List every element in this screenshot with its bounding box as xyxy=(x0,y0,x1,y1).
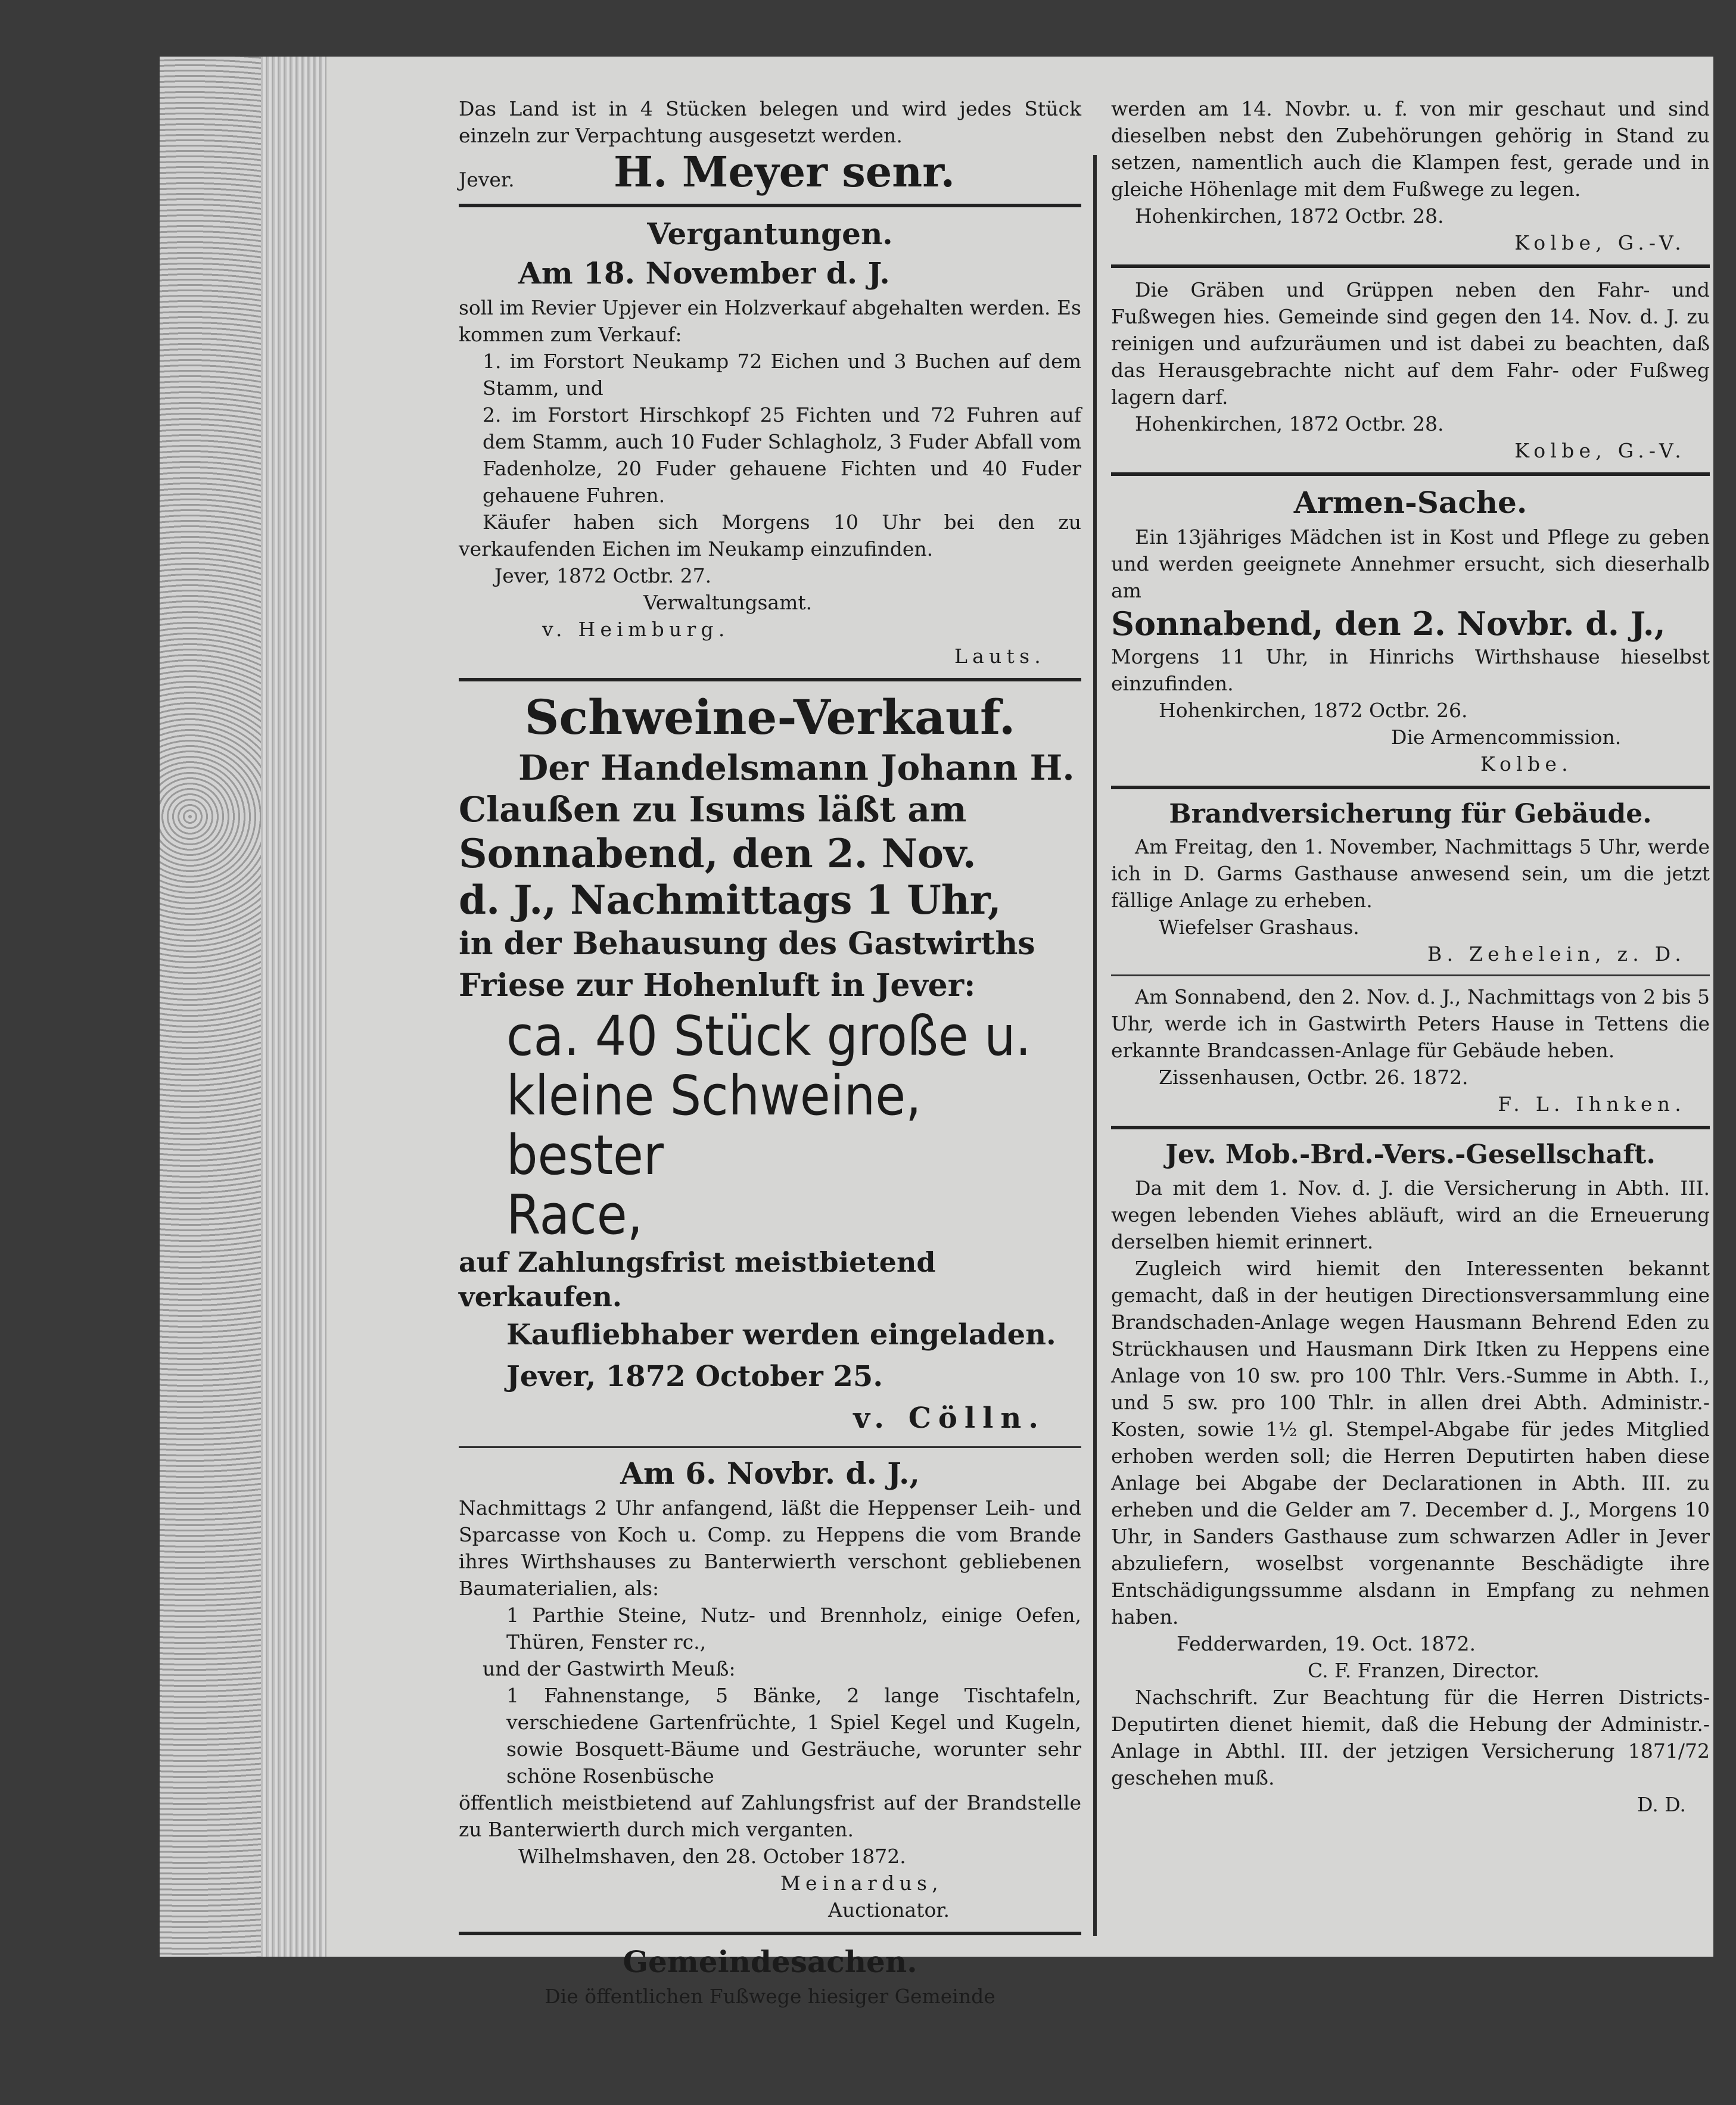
land-place: Jever. xyxy=(459,168,515,191)
schweine-line-6: Friese zur Hohenluft in Jever: xyxy=(459,967,976,1004)
fusswege-signature: Kolbe, G.-V. xyxy=(1514,231,1686,254)
am6-signature: Meinardus, xyxy=(780,1872,943,1895)
rule xyxy=(459,1446,1081,1448)
am6-notice xyxy=(459,1455,1081,1923)
vergantungen-sig-1: v. Heimburg. xyxy=(542,618,730,641)
land-text: Das Land ist in 4 Stücken belegen und wird jedes Stück einzeln zur Verpachtung ausgesetzt werden. xyxy=(459,97,1081,147)
land-notice xyxy=(459,95,1081,195)
schweine-line-2: Claußen zu Isums läßt am xyxy=(459,789,967,830)
armen-notice xyxy=(1111,484,1710,777)
rule xyxy=(459,1932,1081,1935)
page-edges xyxy=(261,57,326,1957)
jev-postscript: Nachschrift. Zur Beachtung für die Herren Districts-Deputirten dienet hiemit, daß die Hebung der Administr.-Anlage in Abthl. III. der jetzigen Versicherung 1871/72 geschehen muß. xyxy=(1111,1686,1710,1789)
am6-item-1: 1 Parthie Steine, Nutz- und Brennholz, einige Oefen, Thüren, Fenster rc., xyxy=(506,1603,1081,1654)
vergantungen-item-2: 2. im Forstort Hirschkopf 25 Fichten und 72 Fuhren auf dem Stamm, auch 10 Fuder Schlagholz, 3 Fuder Abfall vom Fadenholze, 20 Fuder gehauene Fichten und 40 Fuder gehauene Fuhren. xyxy=(483,403,1081,507)
armen-text-2: Morgens 11 Uhr, in Hinrichs Wirthshause hieselbst einzufinden. xyxy=(1111,645,1710,695)
jev-notice xyxy=(1111,1138,1710,1818)
am6-place: Wilhelmshaven, den 28. October 1872. xyxy=(518,1845,906,1868)
schweine-line-11: Kaufliebhaber werden eingeladen. xyxy=(506,1318,1056,1352)
schweine-line-10: auf Zahlungsfrist meistbietend verkaufen. xyxy=(459,1246,936,1313)
sonnabend-notice xyxy=(1111,983,1710,1117)
sonnabend-place: Zissenhausen, Octbr. 26. 1872. xyxy=(1159,1066,1469,1089)
am6-role: Auctionator. xyxy=(828,1898,950,1922)
vergantungen-notice xyxy=(459,216,1081,670)
left-column xyxy=(459,95,1081,2010)
jev-paragraph-2: Zugleich wird hiemit den Interessenten bekannt gemacht, daß in der heutigen Directionsversammlung eine Brandschaden-Anlage wegen Hausmann Behrend Eden zu Strückhausen und Hausmann Dirk Itken zu Heppens eine Anlage von 10 sw. pro 100 Thlr. Vers.-Summe in Abth. I., und 5 sw. pro 100 Thlr. in allen drei Abth. Administr.-Kosten, sowie 1½ gl. Stempel-Abgabe für jedes Mitglied erhoben werden soll; die Herren Deputirten haben diese Anlage bei Abgabe der Declarationen in Abth. III. zu erheben und die Gelder am 7. December d. J., Morgens 10 Uhr, in Sanders Gasthause zum schwarzen Adler in Jever abzuliefern, woselbst vorgenannte Beschädigte ihre Entschädigungssumme alsdann in Empfang zu nehmen haben. xyxy=(1111,1257,1710,1628)
rule xyxy=(459,204,1081,207)
jev-paragraph-1: Da mit dem 1. Nov. d. J. die Versicherung in Abth. III. wegen lebenden Viehes abläuft, wird an die Erneuerung derselben hiemit erinnert. xyxy=(1111,1176,1710,1253)
schweine-signature: v. Cölln. xyxy=(853,1402,1046,1435)
schweine-line-12: Jever, 1872 October 25. xyxy=(506,1360,883,1393)
armen-place: Hohenkirchen, 1872 Octbr. 26. xyxy=(1159,699,1468,722)
right-column xyxy=(1111,95,1710,1818)
book-binding xyxy=(160,57,265,1957)
jev-title: Jev. Mob.-Brd.-Vers.-Gesellschaft. xyxy=(1165,1139,1656,1170)
schweine-line-9: Race, xyxy=(506,1183,643,1247)
am6-text: Nachmittags 2 Uhr anfangend, läßt die Heppenser Leih- und Sparcasse von Koch u. Comp. zu Heppens die vom Brande ihres Wirthshauses zu Banterwierth verschont gebliebenen Baumaterialien, als: xyxy=(459,1496,1081,1600)
fusswege-notice xyxy=(1111,95,1710,256)
schweine-line-1: Der Handelsmann Johann H. xyxy=(518,748,1075,788)
brand-place: Wiefelser Grashaus. xyxy=(1159,916,1359,939)
rule xyxy=(1111,472,1710,476)
vergantungen-office: Verwaltungsamt. xyxy=(643,591,813,614)
column-divider xyxy=(1093,155,1097,1936)
schweine-title: Schweine-Verkauf. xyxy=(524,689,1016,745)
armen-commission: Die Armencommission. xyxy=(1391,725,1622,749)
graeben-text: Die Gräben und Grüppen neben den Fahr- und Fußwegen hies. Gemeinde sind gegen den 14. Nov. d. J. zu reinigen und aufzuräumen und ist dabei zu beachten, daß das Herausgebrachte nicht auf dem Fahr- oder Fußweg lagern darf. xyxy=(1111,278,1710,409)
gemeinde-title: Gemeindesachen. xyxy=(623,1944,917,1979)
armen-date: Sonnabend, den 2. Novbr. d. J., xyxy=(1111,605,1666,643)
brand-signature: B. Zehelein, z. D. xyxy=(1427,942,1686,966)
am6-item-2: 1 Fahnenstange, 5 Bänke, 2 lange Tischtafeln, verschiedene Gartenfrüchte, 1 Spiel Kegel und Kugeln, sowie Bosquett-Bäume und Gesträuche, worunter sehr schöne Rosenbüsche xyxy=(506,1684,1081,1788)
armen-text: Ein 13jähriges Mädchen ist in Kost und Pflege zu geben und werden geeignete Annehmer ersucht, sich dieserhalb am xyxy=(1111,525,1710,602)
brand-notice xyxy=(1111,798,1710,967)
armen-title: Armen-Sache. xyxy=(1293,485,1527,520)
schweine-line-8: kleine Schweine, bester xyxy=(506,1064,922,1187)
sonnabend-signature: F. L. Ihnken. xyxy=(1498,1092,1686,1116)
rule xyxy=(1111,974,1710,976)
vergantungen-item-1: 1. im Forstort Neukamp 72 Eichen und 3 Buchen auf dem Stamm, und xyxy=(483,350,1081,400)
schweine-line-7: ca. 40 Stück große u. xyxy=(506,1004,1031,1068)
brand-title: Brandversicherung für Gebäude. xyxy=(1169,799,1652,829)
jev-place: Fedderwarden, 19. Oct. 1872. xyxy=(1177,1632,1476,1655)
am6-end: öffentlich meistbietend auf Zahlungsfrist auf der Brandstelle zu Banterwierth durch mich verganten. xyxy=(459,1791,1081,1841)
rule xyxy=(1111,264,1710,268)
vergantungen-place: Jever, 1872 Octbr. 27. xyxy=(494,564,712,587)
fusswege-place: Hohenkirchen, 1872 Octbr. 28. xyxy=(1135,204,1444,228)
vergantungen-text: soll im Revier Upjever ein Holzverkauf abgehalten werden. Es kommen zum Verkauf: xyxy=(459,296,1081,346)
vergantungen-sig-2: Lauts. xyxy=(954,644,1046,668)
rule xyxy=(459,678,1081,681)
vergantungen-buyers: Käufer haben sich Morgens 10 Uhr bei den zu verkaufenden Eichen im Neukamp einzufinden. xyxy=(459,510,1081,560)
sonnabend-text: Am Sonnabend, den 2. Nov. d. J., Nachmittags von 2 bis 5 Uhr, werde ich in Gastwirth Peters Hause in Tettens die erkannte Brandcassen-Anlage für Gebäude heben. xyxy=(1111,985,1710,1062)
schweine-line-5: in der Behausung des Gastwirths xyxy=(459,926,1035,962)
brand-text: Am Freitag, den 1. November, Nachmittags 5 Uhr, werde ich in D. Garms Gasthause anwesend sein, um die jetzt fällige Anlage zu erheben. xyxy=(1111,835,1710,912)
jev-postscript-signature: D. D. xyxy=(1637,1793,1686,1816)
graeben-place: Hohenkirchen, 1872 Octbr. 28. xyxy=(1135,412,1444,435)
schweine-line-3: Sonnabend, den 2. Nov. xyxy=(459,830,976,877)
graeben-notice xyxy=(1111,276,1710,464)
schweine-line-4: d. J., Nachmittags 1 Uhr, xyxy=(459,877,1001,923)
schweine-notice xyxy=(459,690,1081,1439)
vergantungen-date: Am 18. November d. J. xyxy=(518,256,890,291)
vergantungen-title: Vergantungen. xyxy=(647,216,893,251)
land-signature: H. Meyer senr. xyxy=(614,147,956,197)
graeben-signature: Kolbe, G.-V. xyxy=(1514,439,1686,462)
gemeinde-text: Die öffentlichen Fußwege hiesiger Gemeinde xyxy=(545,1985,995,2008)
gemeinde-notice xyxy=(459,1944,1081,2010)
fusswege-text: werden am 14. Novbr. u. f. von mir geschaut und sind dieselben nebst den Zubehörungen gehörig in Stand zu setzen, namentlich auch die Klampen fest, gerade und in gleiche Höhenlage mit dem Fußwege zu legen. xyxy=(1111,97,1710,201)
am6-title: Am 6. Novbr. d. J., xyxy=(620,1456,920,1491)
rule xyxy=(1111,1126,1710,1129)
rule xyxy=(1111,786,1710,789)
jev-signature: C. F. Franzen, Director. xyxy=(1308,1659,1540,1682)
armen-signature: Kolbe. xyxy=(1480,752,1573,776)
am6-mid: und der Gastwirth Meuß: xyxy=(483,1657,736,1680)
